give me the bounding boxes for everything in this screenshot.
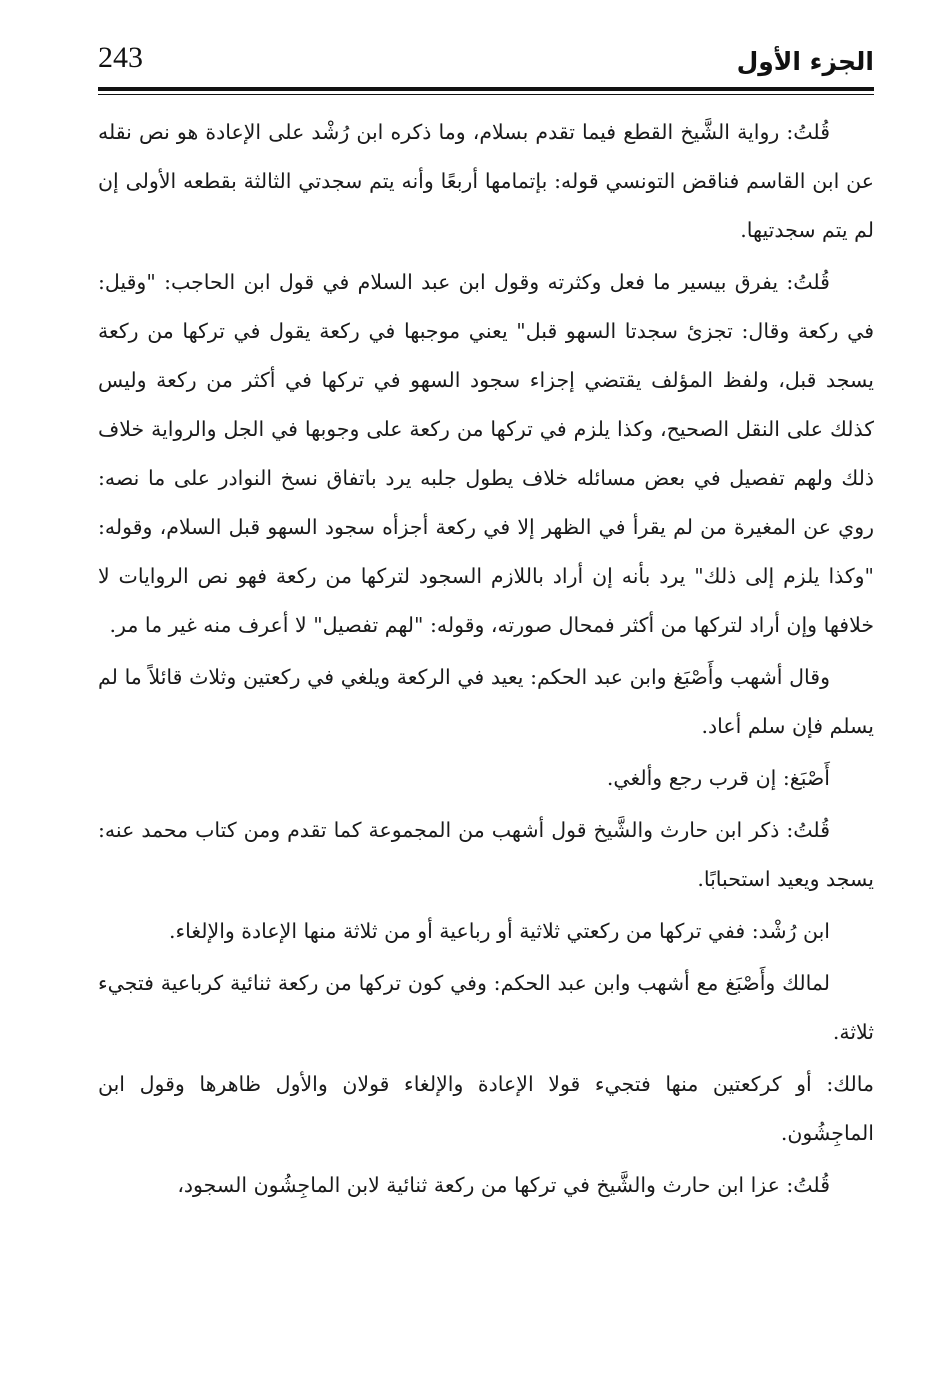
paragraph-5: قُلتُ: ذكر ابن حارث والشَّيخ قول أشهب من المجموعة كما تقدم ومن كتاب محمد عنه: يسجد ويعيد استحبابًا. [98, 818, 874, 891]
paragraph-7: لمالك وأَصْبَغ مع أشهب وابن عبد الحكم: وفي كون تركها من ركعة ثنائية كرباعية فتجيء ثلاثة. [98, 971, 874, 1044]
page-header [98, 36, 874, 86]
header-divider-thick [98, 87, 874, 91]
header-divider-thin [98, 94, 874, 95]
paragraph-4: أَصْبَغ: إن قرب رجع وألغي. [606, 766, 830, 790]
paragraph-9: قُلتُ: عزا ابن حارث والشَّيخ في تركها من ركعة ثنائية لابن الماجِشُون السجود، [177, 1173, 830, 1197]
paragraph-8: مالك: أو كركعتين منها فتجيء قولا الإعادة والإلغاء قولان والأول ظاهرها وقول ابن الماجِشُون. [98, 1072, 874, 1145]
paragraph-6: ابن رُشْد: ففي تركها من ركعتي ثلاثية أو رباعية أو من ثلاثة منها الإعادة والإلغاء. [168, 919, 830, 943]
paragraph-2: قُلتُ: يفرق بيسير ما فعل وكثرته وقول ابن عبد السلام في قول ابن الحاجب: "وقيل: في ركعة وقال: تجزئ سجدتا السهو قبل" يعني موجبها في ركعة يقول في تركها من ركعة يسجد قبل، ولفظ المؤلف يقتضي إجزاء سجود السهو في تركها في أكثر من ركعة وليس كذلك على النقل الصحيح، وكذا يلزم في تركها من ركعة على وجوبها في الجل والرواية خلاف ذلك ولهم تفصيل في بعض مسائله خلاف يطول جلبه يرد باتفاق نسخ النوادر على ما نصه: روي عن المغيرة من لم يقرأ في الظهر إلا في ركعة أجزأه سجود السهو قبل السلام، وقوله: "وكذا يلزم إلى ذلك" يرد بأنه إن أراد باللازم السجود لتركها من ركعة فهو نص الروايات لا خلافها وإن أراد لتركها من أكثر فمحال صورته، وقوله: "لهم تفصيل" لا أعرف منه غير ما مر. [98, 270, 874, 637]
paragraph-3: وقال أشهب وأَصْبَغ وابن عبد الحكم: يعيد في الركعة ويلغي في ركعتين وثلاث قائلاً ما لم يسلم فإن سلم أعاد. [98, 665, 874, 738]
paragraph-1: قُلتُ: رواية الشَّيخ القطع فيما تقدم بسلام، وما ذكره ابن رُشْد على الإعادة هو نص نقله عن ابن القاسم فناقض التونسي قوله: بإتمامها أربعًا وأنه يتم سجدتي الثالثة بقطعه الأولى إن لم يتم سجدتيها. [98, 120, 874, 242]
volume-title: الجزء الأول [736, 47, 874, 76]
page-number: 243 [98, 41, 143, 74]
page-body [98, 108, 874, 1213]
header-divider [98, 87, 874, 97]
